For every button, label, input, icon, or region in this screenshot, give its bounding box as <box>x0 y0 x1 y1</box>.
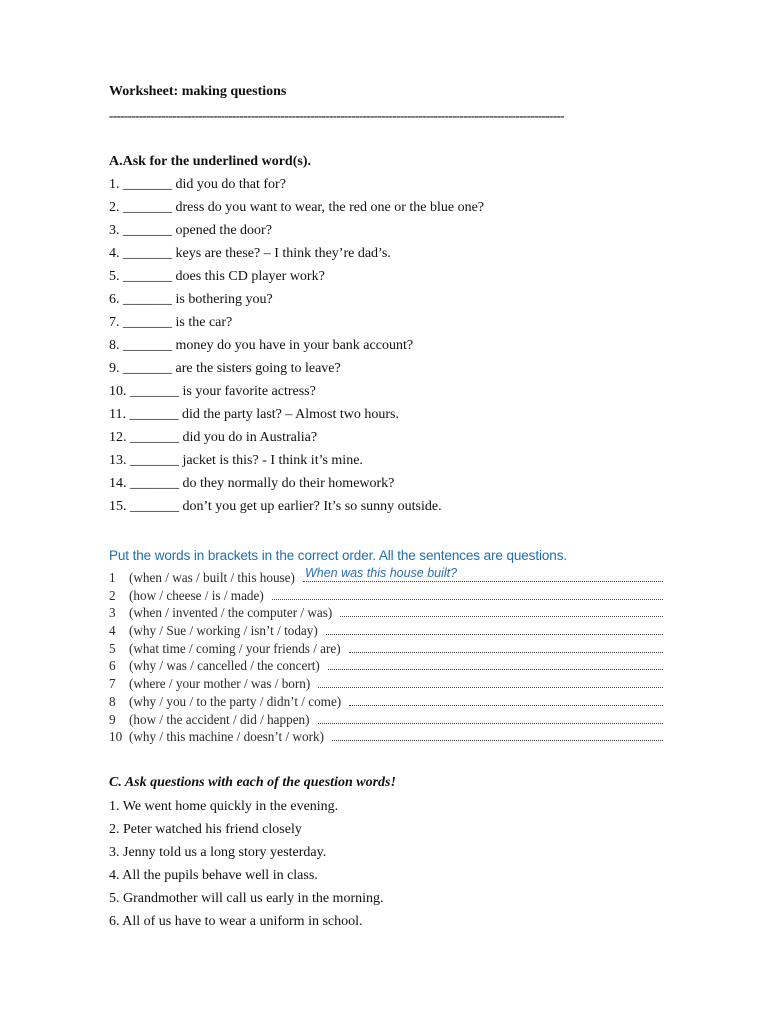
answer-line <box>332 729 663 741</box>
dashed-divider: -------------------------------------------------------------------------------------------------------------------------- <box>109 108 564 123</box>
section-a-item: 15. _______ don’t you get up earlier? It’s so sunny outside. <box>109 499 442 514</box>
section-a-item: 10. _______ is your favorite actress? <box>109 384 316 399</box>
row-number: 3 <box>109 605 116 621</box>
section-c-item: 2. Peter watched his friend closely <box>109 822 302 837</box>
section-a-item: 7. _______ is the car? <box>109 315 233 330</box>
row-number: 8 <box>109 693 116 709</box>
section-c-item: 4. All the pupils behave well in class. <box>109 868 318 883</box>
section-a-item: 13. _______ jacket is this? - I think it’s mine. <box>109 453 363 468</box>
section-b-row <box>109 641 663 659</box>
section-a-item: 8. _______ money do you have in your bank account? <box>109 338 414 353</box>
section-b-row <box>109 729 663 747</box>
section-c-heading: C. Ask questions with each of the question words! <box>109 775 396 790</box>
row-number: 9 <box>109 711 116 727</box>
bracket-words: (what time / coming / your friends / are) <box>129 640 341 656</box>
answer-line <box>318 712 663 724</box>
row-number: 7 <box>109 676 116 692</box>
row-number: 10 <box>109 729 123 745</box>
answer-line <box>349 694 663 706</box>
section-b-row <box>109 712 663 730</box>
row-number: 6 <box>109 658 116 674</box>
section-a-item: 2. _______ dress do you want to wear, the red one or the blue one? <box>109 200 485 215</box>
bracket-words: (where / your mother / was / born) <box>129 676 311 692</box>
section-a-item: 3. _______ opened the door? <box>109 223 272 238</box>
section-a-item: 11. _______ did the party last? – Almost two hours. <box>109 407 399 422</box>
row-number: 5 <box>109 640 116 656</box>
section-b-row <box>109 605 663 623</box>
bracket-words: (why / this machine / doesn’t / work) <box>129 729 324 745</box>
section-a-item: 1. _______ did you do that for? <box>109 177 286 192</box>
section-a-item: 6. _______ is bothering you? <box>109 292 273 307</box>
page-title: Worksheet: making questions <box>109 84 287 99</box>
bracket-words: (how / cheese / is / made) <box>129 587 264 603</box>
answer-line <box>326 623 663 635</box>
section-a-list <box>109 175 484 520</box>
bracket-words: (why / Sue / working / isn’t / today) <box>129 623 318 639</box>
section-b-list <box>109 566 663 747</box>
bracket-words: (when / invented / the computer / was) <box>129 605 333 621</box>
section-b-row <box>109 694 663 712</box>
bracket-words: (when / was / built / this house) <box>129 570 295 585</box>
row-number: 1 <box>109 570 116 585</box>
section-b-excerpt <box>109 548 663 747</box>
row-number: 2 <box>109 587 116 603</box>
bracket-words: (how / the accident / did / happen) <box>129 711 310 727</box>
section-a-heading: A.Ask for the underlined word(s). <box>109 154 311 169</box>
section-c-item: 3. Jenny told us a long story yesterday. <box>109 845 327 860</box>
section-a-item: 5. _______ does this CD player work? <box>109 269 325 284</box>
section-b-row <box>109 676 663 694</box>
section-b-row <box>109 623 663 641</box>
section-c-item: 6. All of us have to wear a uniform in school. <box>109 914 363 929</box>
section-a-item: 12. _______ did you do in Australia? <box>109 430 318 445</box>
bracket-words: (why / was / cancelled / the concert) <box>129 658 320 674</box>
row-number: 4 <box>109 623 116 639</box>
answer-line <box>303 566 663 582</box>
answer-line <box>349 641 663 653</box>
section-a-item: 4. _______ keys are these? – I think they’re dad’s. <box>109 246 391 261</box>
bracket-words: (why / you / to the party / didn’t / come) <box>129 693 342 709</box>
section-a-item: 9. _______ are the sisters going to leave? <box>109 361 341 376</box>
section-c-list <box>109 797 384 935</box>
section-b-row <box>109 588 663 606</box>
answer-line <box>272 588 663 600</box>
section-c-item: 5. Grandmother will call us early in the morning. <box>109 891 384 906</box>
section-b-heading: Put the words in brackets in the correct order. All the sentences are questions. <box>109 548 568 563</box>
answer-line <box>340 605 663 617</box>
answer-line <box>318 676 663 688</box>
answer-line <box>328 658 663 670</box>
section-c-item: 1. We went home quickly in the evening. <box>109 799 339 814</box>
section-a-item: 14. _______ do they normally do their homework? <box>109 476 395 491</box>
handwritten-answer: When was this house built? <box>304 566 458 580</box>
section-b-row <box>109 658 663 676</box>
section-b-row <box>109 566 663 588</box>
